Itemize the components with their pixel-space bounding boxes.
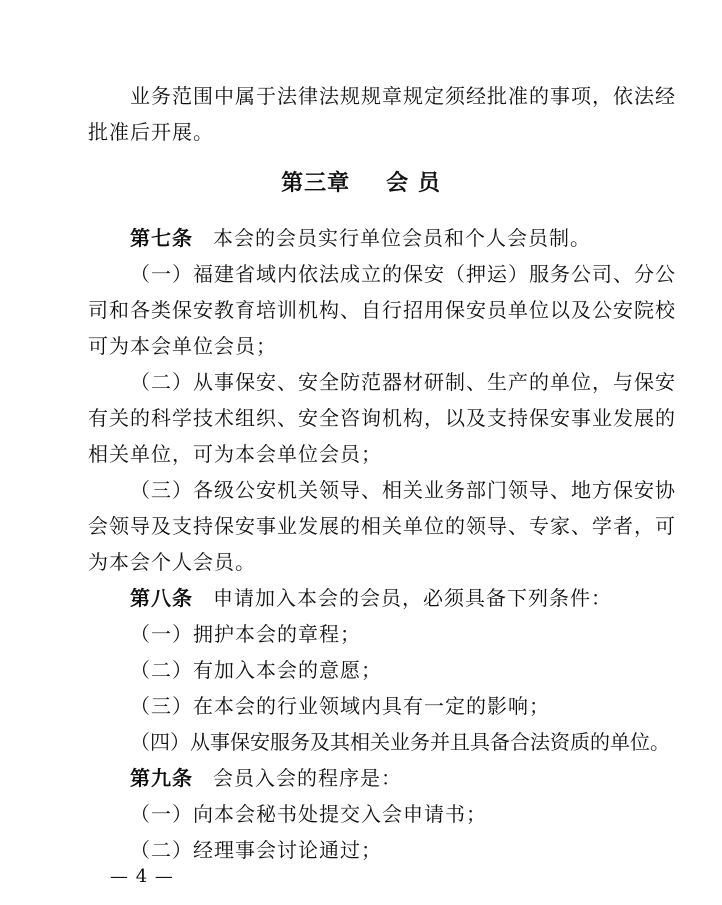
article-9-item-2: （二）经理事会讨论通过； xyxy=(130,838,382,862)
article-8-item-4: （四）从事保安服务及其相关业务并且具备合法资质的单位。 xyxy=(130,730,670,754)
page-number: — 4 — xyxy=(110,866,174,887)
article-8-label: 第八条 xyxy=(130,586,193,610)
article-7-item-1-line: 司和各类保安教育培训机构、自行招用保安员单位以及公安院校 xyxy=(88,298,676,322)
article-7-text: 本会的会员实行单位会员和个人会员制。 xyxy=(213,226,591,250)
article-7-label: 第七条 xyxy=(130,226,193,250)
article-7-item-1-line: （一）福建省域内依法成立的保安（押运）服务公司、分公 xyxy=(130,262,676,286)
article-7-item-3-line: 为本会个人会员。 xyxy=(88,550,256,574)
paragraph-line: 业务范围中属于法律法规规章规定须经批准的事项，依法经 xyxy=(130,84,676,108)
article-7-item-3-line: （三）各级公安机关领导、相关业务部门领导、地方保安协 xyxy=(130,478,676,502)
article-8-item-2: （二）有加入本会的意愿； xyxy=(130,658,382,682)
article-8-line xyxy=(130,584,612,612)
article-9-label: 第九条 xyxy=(130,766,193,790)
article-9-line xyxy=(130,764,402,792)
chapter-number: 第三章 xyxy=(281,170,351,196)
article-7-line xyxy=(130,224,591,252)
paragraph-line: 批准后开展。 xyxy=(88,120,214,144)
article-7-item-3-line: 会领导及支持保安事业发展的相关单位的领导、专家、学者，可 xyxy=(88,514,676,538)
article-7-item-2-line: 相关单位，可为本会单位会员； xyxy=(88,442,382,466)
article-8-item-1: （一）拥护本会的章程； xyxy=(130,622,361,646)
article-7-item-2-line: （二）从事保安、安全防范器材研制、生产的单位，与保安 xyxy=(130,370,676,394)
article-8-item-3: （三）在本会的行业领域内具有一定的影响； xyxy=(130,694,550,718)
chapter-heading xyxy=(0,168,722,198)
article-7-item-2-line: 有关的科学技术组织、安全咨询机构，以及支持保安事业发展的 xyxy=(88,406,676,430)
article-9-text: 会员入会的程序是： xyxy=(213,766,402,790)
article-7-item-1-line: 可为本会单位会员； xyxy=(88,334,277,358)
article-8-text: 申请加入本会的会员，必须具备下列条件： xyxy=(213,586,612,610)
article-9-item-1: （一）向本会秘书处提交入会申请书； xyxy=(130,802,487,826)
chapter-title: 会 员 xyxy=(386,170,441,196)
